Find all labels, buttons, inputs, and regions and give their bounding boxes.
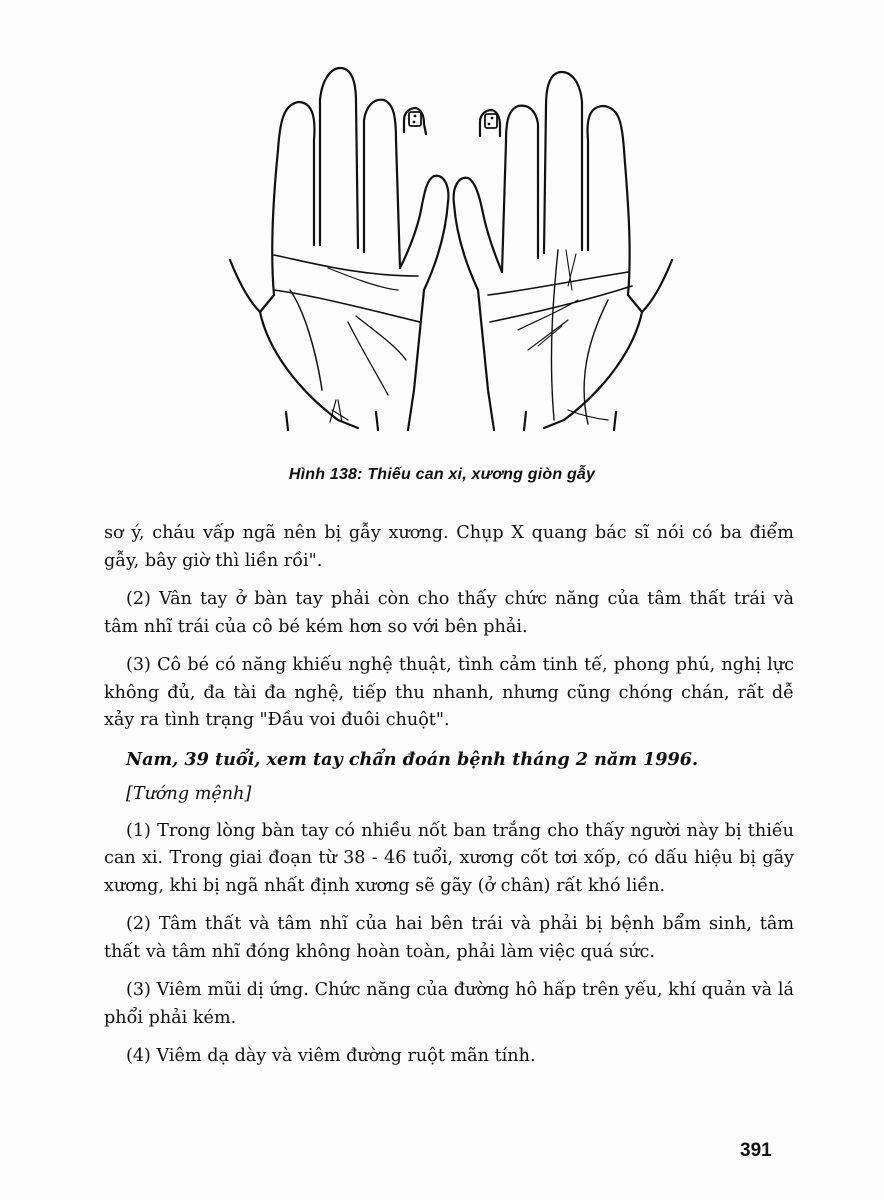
paragraph-item-2: (2) Vân tay ở bàn tay phải còn cho thấy chức năng của tâm thất trái và tâm nhĩ trái của cô bé kém hơn so với bên phải.: [104, 589, 794, 637]
body-text: [104, 520, 794, 1082]
figure-caption: Hình 138: Thiếu can xi, xương giòn gẫy: [288, 466, 596, 483]
case-item-1: (1) Trong lòng bàn tay có nhiều nốt ban trắng cho thấy người này bị thiếu can xi. Trong giai đoạn từ 38 - 46 tuổi, xương cốt tơi xốp, có dấu hiệu bị gãy xương, khi bị ngã nhất định xương sẽ gãy (ở chân) rất khó liền.: [104, 820, 794, 896]
palm-illustration: [228, 50, 674, 450]
paragraph-continuation: sơ ý, cháu vấp ngã nên bị gẫy xương. Chụp X quang bác sĩ nói có ba điểm gẫy, bây giờ thì liền rồi".: [104, 523, 794, 571]
case-subheading: [Tướng mệnh]: [126, 784, 252, 804]
paragraph-item-3: (3) Cô bé có năng khiếu nghệ thuật, tình cảm tinh tế, phong phú, nghị lực không đủ, đa tài đa nghệ, tiếp thu nhanh, nhưng cũng chóng chán, rất dễ xảy ra tình trạng "Đầu voi đuôi chuột".: [104, 655, 794, 730]
case-item-4: (4) Viêm dạ dày và viêm đường ruột mãn tính.: [126, 1046, 536, 1066]
case-item-2: (2) Tâm thất và tâm nhĩ của hai bên trái và phải bị bệnh bẩm sinh, tâm thất và tâm nhĩ đóng không hoàn toàn, phải làm việc quá sức.: [104, 914, 794, 962]
palm-drawing-icon: [228, 50, 674, 450]
case-heading: Nam, 39 tuổi, xem tay chẩn đoán bệnh tháng 2 năm 1996.: [126, 748, 699, 770]
case-item-3: (3) Viêm mũi dị ứng. Chức năng của đường hô hấp trên yếu, khí quản và lá phổi phải kém.: [104, 980, 794, 1028]
page-number: 391: [740, 1140, 772, 1161]
